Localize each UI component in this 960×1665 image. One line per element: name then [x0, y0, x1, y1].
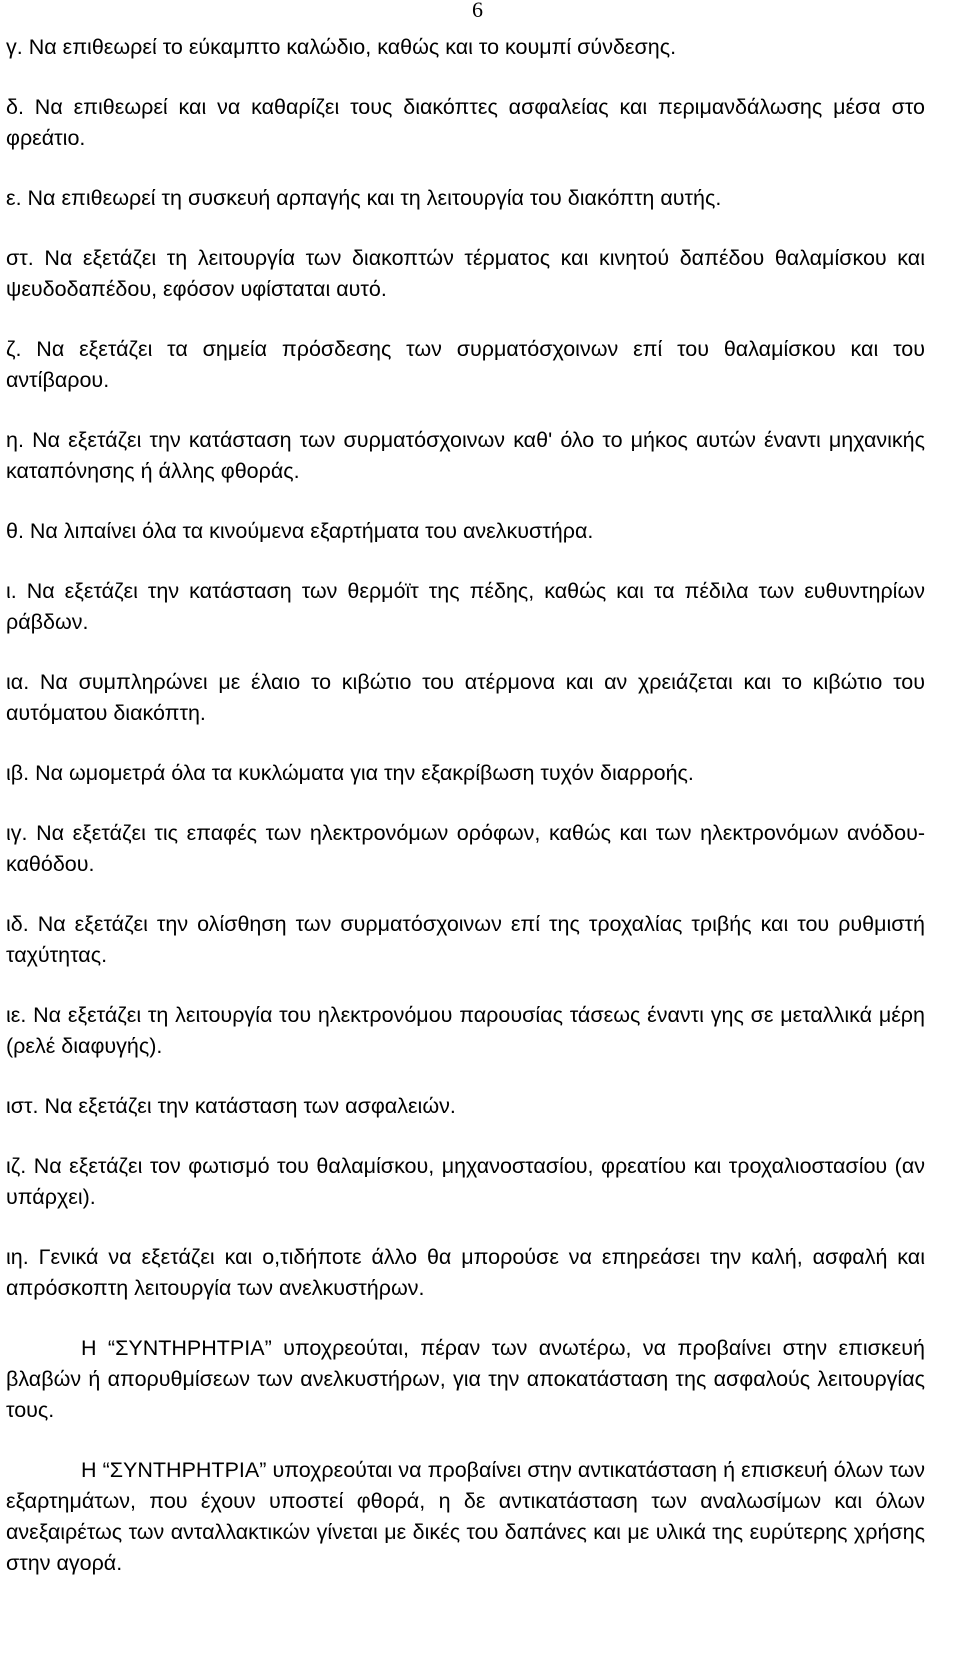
list-item-ia: ια. Να συμπληρώνει με έλαιο το κιβώτιο του ατέρμονα και αν χρειάζεται και το κιβώτιο του αυτόματου διακόπτη. — [6, 670, 925, 725]
list-item-ib: ιβ. Να ωμομετρά όλα τα κυκλώματα για την εξακρίβωση τυχόν διαρροής. — [6, 761, 694, 785]
list-item-iz: ιζ. Να εξετάζει τον φωτισμό του θαλαμίσκου, μηχανοστασίου, φρεατίου και τροχαλιοστασίου (αν υπάρχει). — [6, 1154, 925, 1209]
list-item-eta: η. Να εξετάζει την κατάσταση των συρματόσχοινων καθ' όλο το μήκος αυτών έναντι μηχανικής καταπόνησης ή άλλης φθοράς. — [6, 428, 925, 483]
list-item-iota: ι. Να εξετάζει την κατάσταση των θερμόϊτ της πέδης, καθώς και τα πέδιλα των ευθυντηρίων ράβδων. — [6, 579, 925, 634]
list-item-gamma: γ. Να επιθεωρεί το εύκαμπτο καλώδιο, καθώς και το κουμπί σύνδεσης. — [6, 35, 677, 59]
page-number: 6 — [472, 0, 483, 22]
list-item-ih: ιη. Γενικά να εξετάζει και ο,τιδήποτε άλλο θα μπορούσε να επηρεάσει την καλή, ασφαλή και απρόσκοπτη λειτουργία των ανελκυστήρων. — [6, 1245, 925, 1300]
list-item-ie: ιε. Να εξετάζει τη λειτουργία του ηλεκτρονόμου παρουσίας τάσεως έναντι γης σε μεταλλικά μέρη (ρελέ διαφυγής). — [6, 1003, 925, 1058]
list-item-epsilon: ε. Να επιθεωρεί τη συσκευή αρπαγής και τη λειτουργία του διακόπτη αυτής. — [6, 186, 722, 210]
document-body — [6, 32, 925, 1608]
list-item-ist: ιστ. Να εξετάζει την κατάσταση των ασφαλειών. — [6, 1094, 456, 1118]
list-item-zeta: ζ. Να εξετάζει τα σημεία πρόσδεσης των συρματόσχοινων επί του θαλαμίσκου και του αντίβαρου. — [6, 337, 925, 392]
paragraph-replacement-obligation: Η “ΣΥΝΤΗΡΗΤΡΙΑ” υποχρεούται να προβαίνει στην αντικατάσταση ή επισκευή όλων των εξαρτημάτων, που έχουν υποστεί φθορά, η δε αντικατάσταση των αναλωσίμων και όλων ανεξαιρέτως των ανταλλακτικών γίνεται με δικές του δαπάνες και με υλικά της ευρύτερης χρήσης στην αγορά. — [6, 1458, 925, 1575]
list-item-theta: θ. Να λιπαίνει όλα τα κινούμενα εξαρτήματα του ανελκυστήρα. — [6, 519, 594, 543]
list-item-ig: ιγ. Να εξετάζει τις επαφές των ηλεκτρονόμων ορόφων, καθώς και των ηλεκτρονόμων ανόδου-καθόδου. — [6, 821, 925, 876]
paragraph-repair-obligation: Η “ΣΥΝΤΗΡΗΤΡΙΑ” υποχρεούται, πέραν των ανωτέρω, να προβαίνει στην επισκευή βλαβών ή απορυθμίσεων των ανελκυστήρων, για την αποκατάσταση της ασφαλούς λειτουργίας τους. — [6, 1336, 925, 1422]
list-item-delta: δ. Να επιθεωρεί και να καθαρίζει τους διακόπτες ασφαλείας και περιμανδάλωσης μέσα στο φρεάτιο. — [6, 95, 925, 150]
list-item-id: ιδ. Να εξετάζει την ολίσθηση των συρματόσχοινων επί της τροχαλίας τριβής και του ρυθμιστή ταχύτητας. — [6, 912, 925, 967]
list-item-st: στ. Να εξετάζει τη λειτουργία των διακοπτών τέρματος και κινητού δαπέδου θαλαμίσκου και ψευδοδαπέδου, εφόσον υφίσταται αυτό. — [6, 246, 925, 301]
